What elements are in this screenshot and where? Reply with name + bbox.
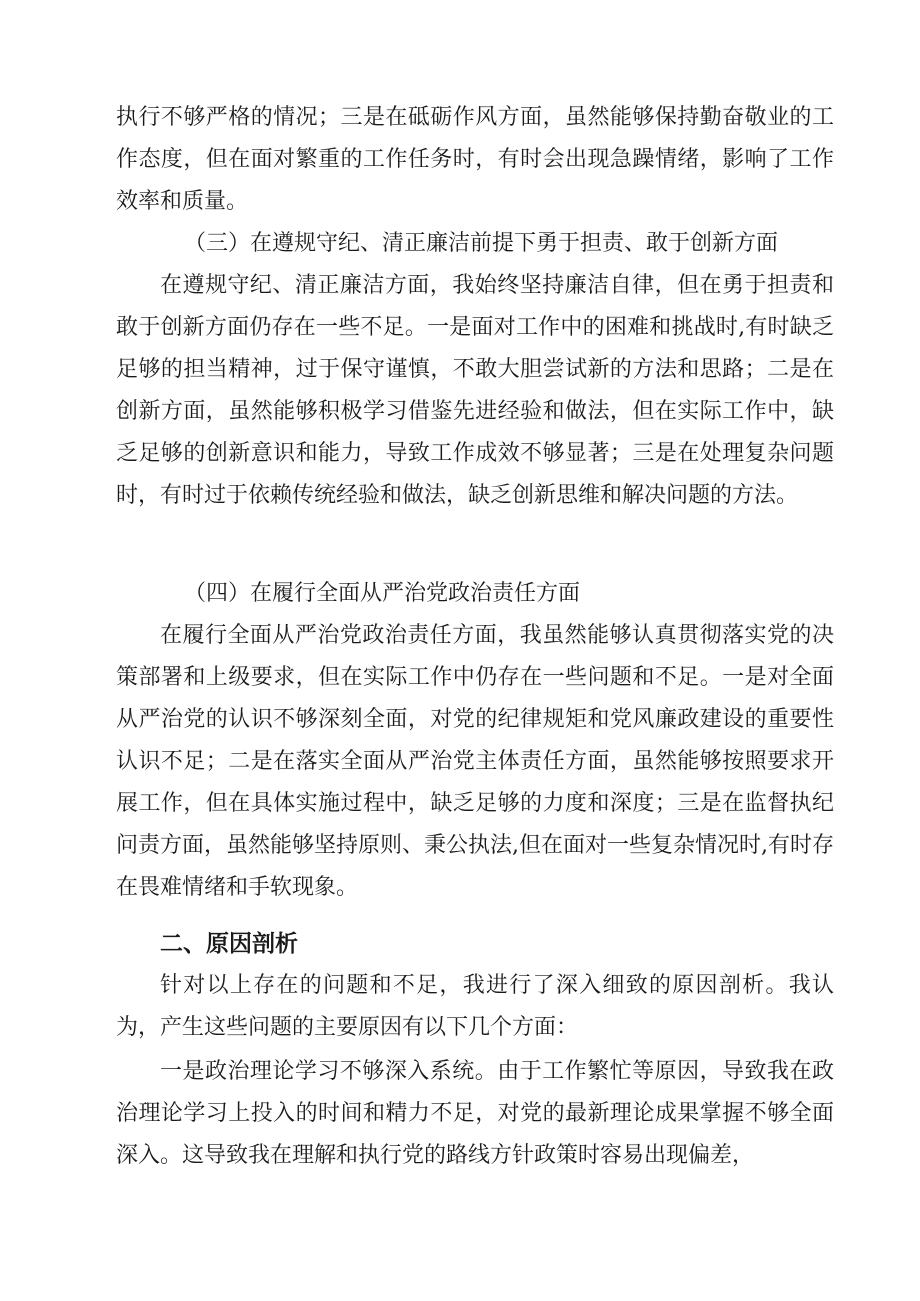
- paragraph-party-governance: 在履行全面从严治党政治责任方面，我虽然能够认真贯彻落实党的决策部署和上级要求，但在实际工作中仍存在一些问题和不足。一是对全面从严治党的认识不够深刻全面，对党的纪律规矩和党风廉政建设的重要性认识不足；二是在落实全面从严治党主体责任方面，虽然能够按照要求开展工作，但在具体实施过程中，缺乏足够的力度和深度；三是在监督执纪问责方面，虽然能够坚持原则、秉公执法,但在面对一些复杂情况时,有时存在畏难情绪和手软现象。: [116, 623, 834, 900]
- subheading-party-governance: （四）在履行全面从严治党政治责任方面: [184, 581, 581, 606]
- paragraph-cause-intro: 针对以上存在的问题和不足，我进行了深入细致的原因剖析。我认为，产生这些问题的主要原因有以下几个方面：: [116, 973, 834, 1040]
- paragraph-cause-one: 一是政治理论学习不够深入系统。由于工作繁忙等原因，导致我在政治理论学习上投入的时间和精力不足，对党的最新理论成果掌握不够全面深入。这导致我在理解和执行党的路线方针政策时容易出现偏差，: [116, 1059, 834, 1168]
- paragraph-discipline-innovation: 在遵规守纪、清正廉洁方面，我始终坚持廉洁自律，但在勇于担责和敢于创新方面仍存在一些不足。一是面对工作中的困难和挑战时,有时缺乏足够的担当精神，过于保守谨慎，不敢大胆尝试新的方法和思路；二是在创新方面，虽然能够积极学习借鉴先进经验和做法，但在实际工作中，缺乏足够的创新意识和能力，导致工作成效不够显著；三是在处理复杂问题时，有时过于依赖传统经验和做法，缺乏创新思维和解决问题的方法。: [116, 273, 834, 508]
- paragraph-work-style: 执行不够严格的情况；三是在砥砺作风方面，虽然能够保持勤奋敬业的工作态度，但在面对繁重的工作任务时，有时会出现急躁情绪，影响了工作效率和质量。: [116, 105, 834, 214]
- section-heading-cause-analysis: 二、原因剖析: [160, 931, 298, 957]
- subheading-discipline-innovation: （三）在遵规守纪、清正廉洁前提下勇于担责、敢于创新方面: [184, 231, 779, 256]
